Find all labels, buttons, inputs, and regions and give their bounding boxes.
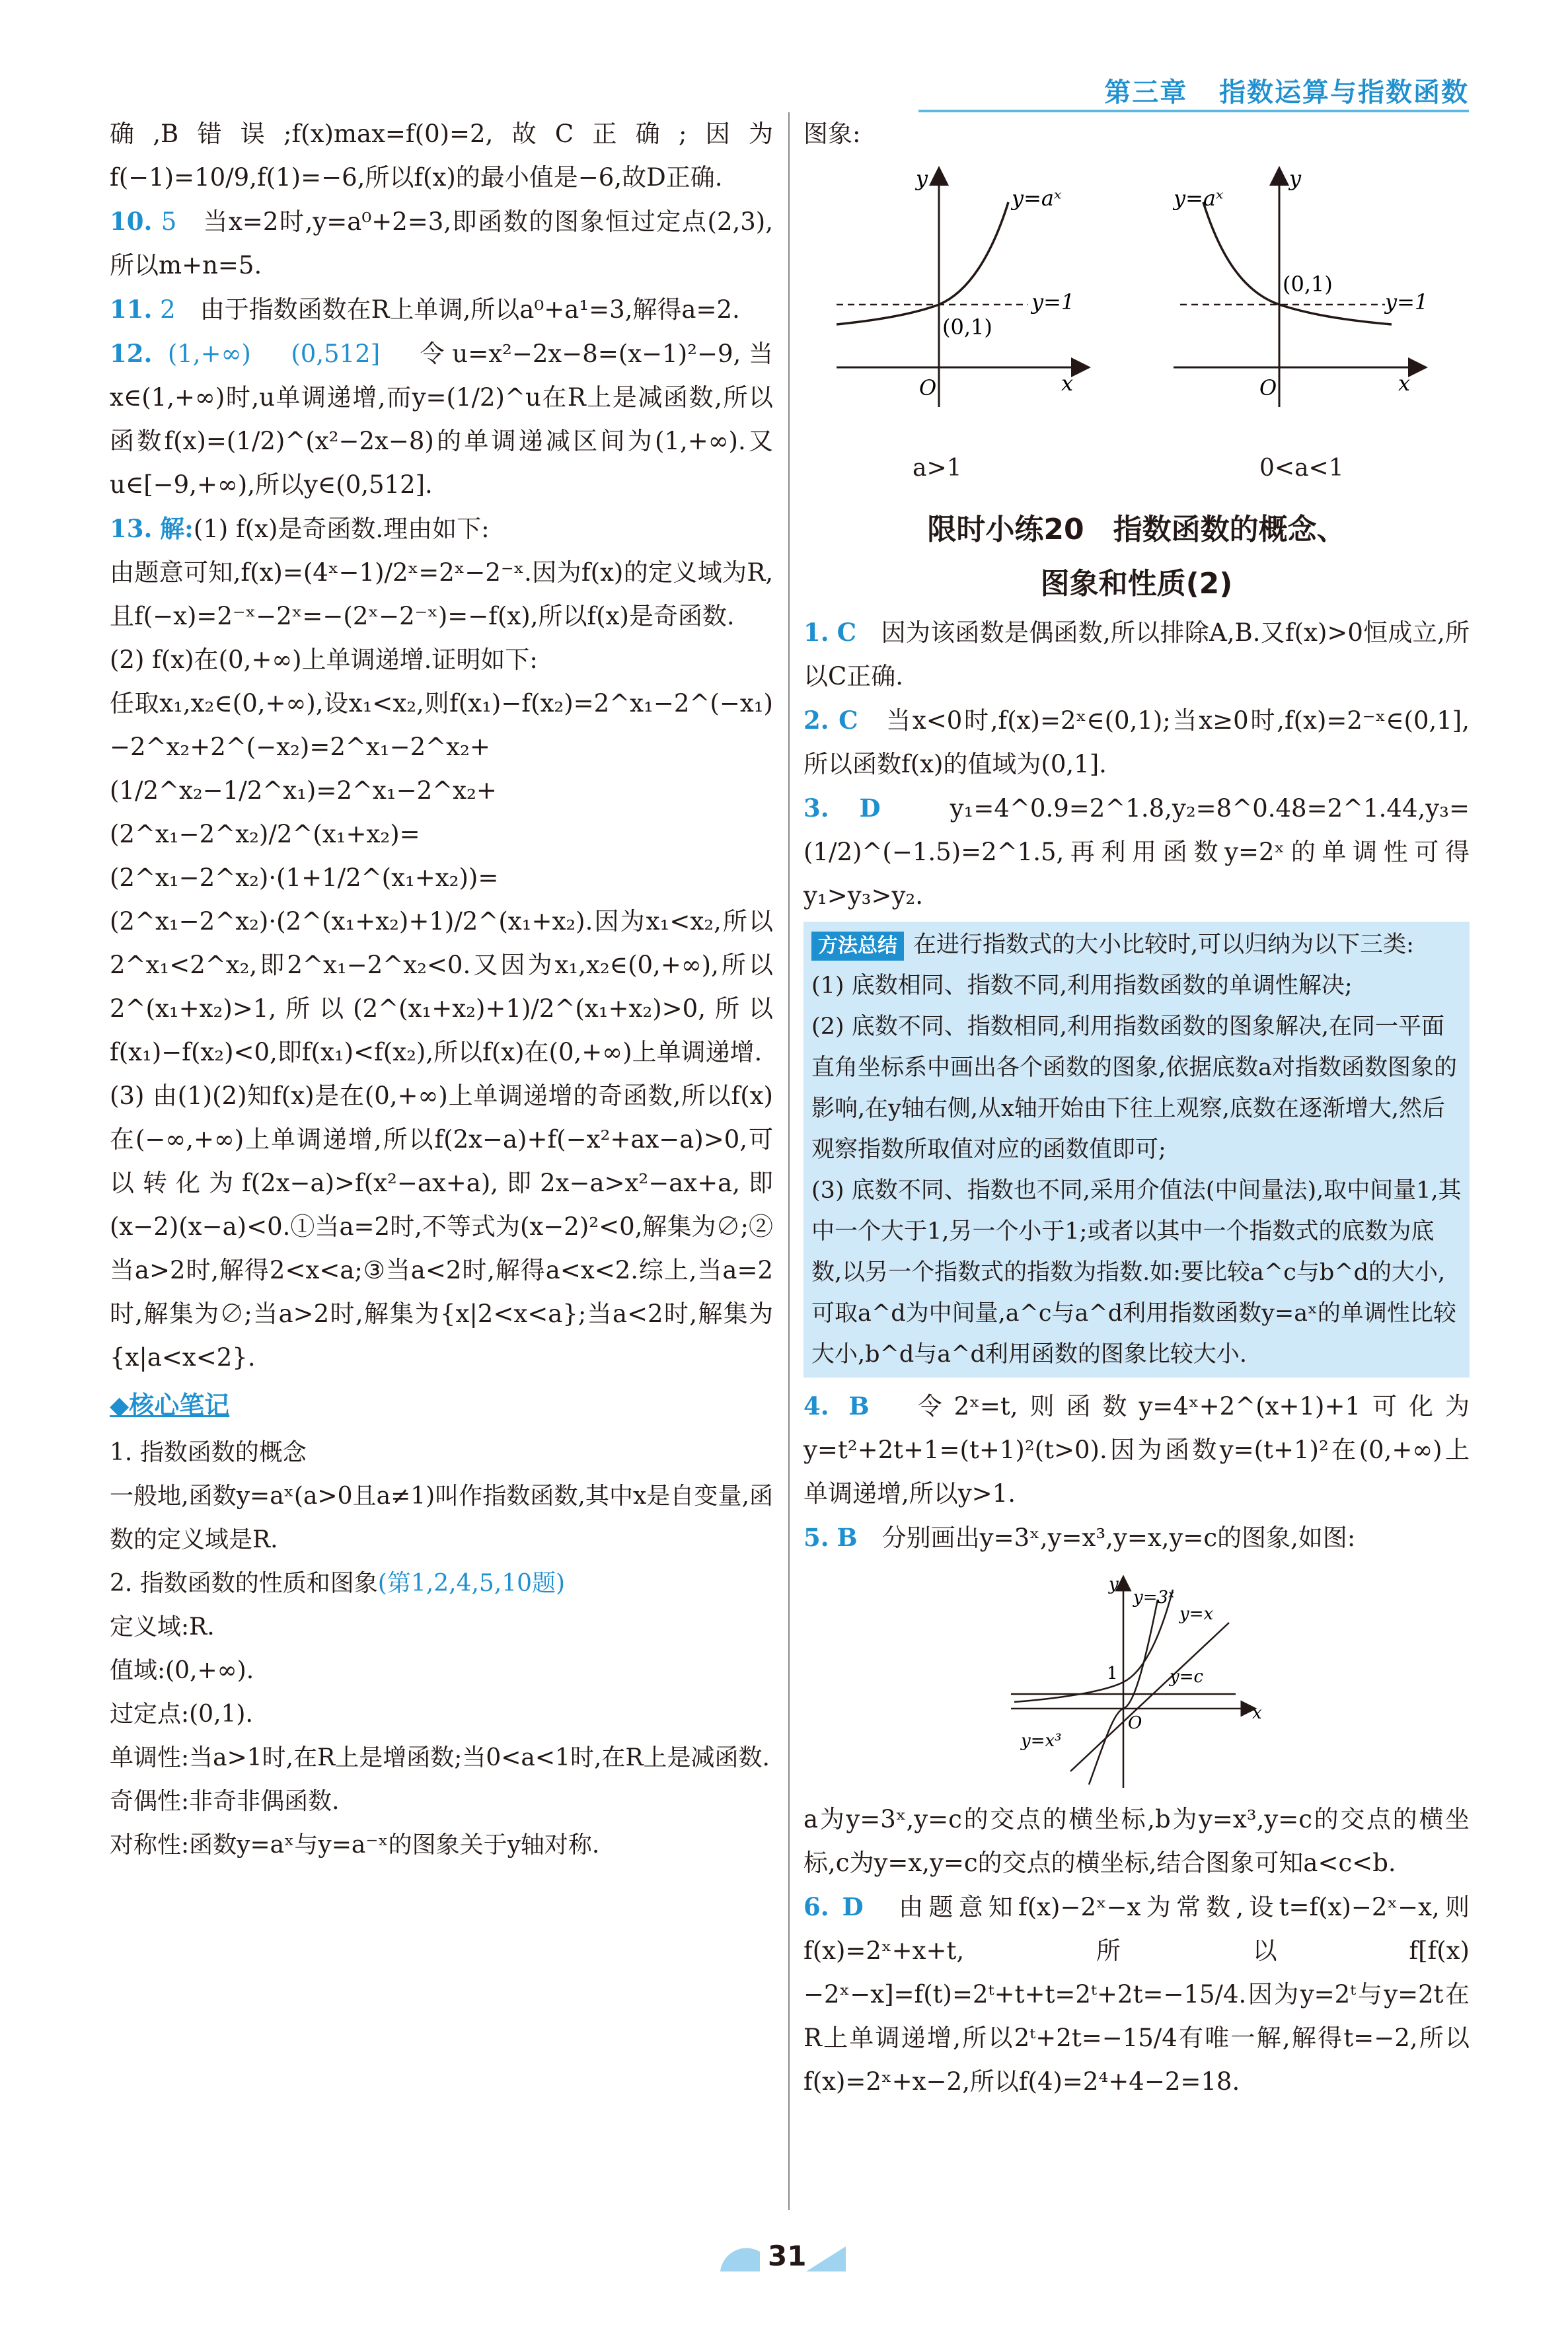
column-divider xyxy=(788,112,790,2210)
label-y-eq-x: y=x xyxy=(1179,1604,1214,1624)
q-text: 令u=x²−2x−8=(x−1)²−9,当x∈(1,+∞)时,u单调递增,而y=(1/2)^u在R上是减函数,所以函数f(x)=(1/2)^(x²−2x−8)的单调递减区间为(1,+∞).又u∈[−9,+∞),所以y∈(0,512]. xyxy=(110,340,773,499)
exp-curve xyxy=(1203,202,1392,324)
triangle-ruler-icon xyxy=(806,2246,846,2271)
section-title-line1: 限时小练20 指数函数的概念、 xyxy=(927,513,1346,546)
note-2-title: 2. 指数函数的性质和图象 xyxy=(110,1570,378,1597)
note-range: 值域:(0,+∞). xyxy=(110,1657,254,1684)
answer-4 xyxy=(803,1384,1470,1516)
q-text: (1) f(x)是奇函数.理由如下: xyxy=(193,515,490,543)
origin-label: O xyxy=(1259,375,1277,400)
q-text: 由于指数函数在R上单调,所以a⁰+a¹=3,解得a=2. xyxy=(200,295,740,324)
q-answer: D xyxy=(859,793,881,823)
label-x-cubed: y=x³ xyxy=(1021,1731,1062,1751)
caption-a-between-0-1: 0<a<1 xyxy=(1259,455,1344,482)
func-label: y=aˣ xyxy=(1012,186,1062,211)
note-1-text: 一般地,函数y=aˣ(a>0且a≠1)叫作指数函数,其中x是自变量,函数的定义域是R. xyxy=(110,1483,773,1553)
left-column xyxy=(110,112,773,1867)
method-intro: 在进行指数式的大小比较时,可以归纳为以下三类: xyxy=(913,932,1414,958)
method-item-1: (1) 底数相同、指数不同,利用指数函数的单调性解决; xyxy=(811,973,1353,999)
answer-12 xyxy=(110,332,773,507)
right-column xyxy=(803,112,1470,2104)
x-label: x xyxy=(1061,371,1074,396)
note-symmetry: 对称性:函数y=aˣ与y=a⁻ˣ的图象关于y轴对称. xyxy=(110,1831,600,1859)
line-y-eq-x xyxy=(1070,1623,1229,1771)
q-label: 6. xyxy=(803,1892,829,1921)
q-answer: C xyxy=(839,706,858,735)
line-label: y=1 xyxy=(1031,289,1075,314)
q-answer: (1,+∞) (0,512] xyxy=(167,340,381,368)
note-1-heading: 1. 指数函数的概念 xyxy=(110,1439,307,1466)
q-text: 由题意知f(x)−2ˣ−x为常数,设t=f(x)−2ˣ−x,则f(x)=2ˣ+x+t,所以f[f(x)−2ˣ−x]=f(t)=2ᵗ+t+t=2ᵗ+2t=−15/4.因为y=2ᵗ与y=2t在R上单调递增,所以2ᵗ+2t=−15/4有唯一解,解得t=−2,所以f(x)=2ˣ+x−2,所以f(4)=2⁴+4−2=18. xyxy=(803,1893,1470,2096)
note-monotonicity: 单调性:当a>1时,在R上是增函数;当0<a<1时,在R上是减函数. xyxy=(110,1744,770,1771)
graph-a-greater-1 xyxy=(830,156,1107,420)
chapter-number: 第三章 xyxy=(1104,77,1188,108)
answer-3 xyxy=(803,786,1470,918)
origin-label: O xyxy=(919,375,937,400)
answer-6 xyxy=(803,1885,1470,2104)
label-one: 1 xyxy=(1107,1664,1118,1683)
q-answer: B xyxy=(837,1523,858,1552)
note-domain: 定义域:R. xyxy=(110,1613,215,1641)
q-label: 11. xyxy=(110,295,153,324)
note-parity: 奇偶性:非奇非偶函数. xyxy=(110,1788,340,1815)
chapter-title: 指数运算与指数函数 xyxy=(1219,77,1469,108)
note-2-reference: (第1,2,4,5,10题) xyxy=(377,1570,566,1597)
point-label: (0,1) xyxy=(1283,272,1333,297)
protractor-icon xyxy=(720,2248,760,2271)
graph-a-between-0-1 xyxy=(1167,156,1444,420)
label-x: x xyxy=(1252,1703,1262,1723)
label-origin: O xyxy=(1128,1713,1142,1733)
q-text: y₁=4^0.9=2^1.8,y₂=8^0.48=2^1.44,y₃=(1/2)^(−1.5)=2^1.5,再利用函数y=2ˣ的单调性可得y₁>y₃>y₂. xyxy=(803,794,1470,910)
caption-a-greater-1: a>1 xyxy=(913,455,962,482)
section-title-line2: 图象和性质(2) xyxy=(1040,567,1233,601)
q-answer: B xyxy=(848,1391,870,1421)
note-2-heading xyxy=(110,1562,773,1605)
label-y: y xyxy=(1109,1574,1119,1594)
answer-5 xyxy=(803,1516,1470,1560)
method-item-2: (2) 底数不同、指数相同,利用指数函数的图象解决,在同一平面直角坐标系中画出各个函数的图象,依据底数a对指数函数图象的影响,在y轴右侧,从x轴开始由下往上观察,底数在逐渐增大,然后观察指数所取值对应的函数值即可; xyxy=(811,1014,1457,1163)
answer-13-part1: 由题意可知,f(x)=(4ˣ−1)/2ˣ=2ˣ−2⁻ˣ.因为f(x)的定义域为R,且f(−x)=2⁻ˣ−2ˣ=−(2ˣ−2⁻ˣ)=−f(x),所以f(x)是奇函数. xyxy=(110,558,773,630)
q-label: 1. xyxy=(803,618,829,647)
q-answer: 5 xyxy=(161,207,177,236)
answer-13-part2-head: (2) f(x)在(0,+∞)上单调递增.证明如下: xyxy=(110,646,538,674)
exp-curve xyxy=(837,202,1008,324)
q-label: 12. xyxy=(110,339,153,368)
answer-11 xyxy=(110,287,773,332)
label-y-eq-c: y=c xyxy=(1170,1667,1204,1687)
func-label: y=aˣ xyxy=(1174,186,1224,211)
q-text: 当x<0时,f(x)=2ˣ∈(0,1);当x≥0时,f(x)=2⁻ˣ∈(0,1],所以函数f(x)的值域为(0,1]. xyxy=(803,706,1470,778)
q-text: 当x=2时,y=a⁰+2=3,即函数的图象恒过定点(2,3),所以m+n=5. xyxy=(110,207,774,279)
method-summary-tag: 方法总结 xyxy=(811,932,904,961)
q-label: 3. xyxy=(803,793,829,823)
exponential-graphs xyxy=(803,156,1470,499)
x-label: x xyxy=(1398,371,1411,396)
continued-paragraph: 确,B错误;f(x)max=f(0)=2,故C正确;因为f(−1)=10/9,f(1)=−6,所以f(x)的最小值是−6,故D正确. xyxy=(110,120,773,192)
q-text: 令2ˣ=t,则函数y=4ˣ+2^(x+1)+1可化为y=t²+2t+1=(t+1)²(t>0).因为函数y=(t+1)²在(0,+∞)上单调递增,所以y>1. xyxy=(803,1392,1470,1508)
answer-13-part3: (3) 由(1)(2)知f(x)是在(0,+∞)上单调递增的奇函数,所以f(x)在(−∞,+∞)上单调递增,所以f(2x−a)+f(−x²+ax−a)>0,可以转化为f(2x−a)>f(x²−ax+a),即2x−a>x²−ax+a,即(x−2)(x−a)<0.①当a=2时,不等式为(x−2)²<0,解集为∅;②当a>2时,解得2<x<a;③当a<2时,解得a<x<2.综上,当a=2时,解集为∅;当a>2时,解集为{x|2<x<a};当a<2时,解集为{x|a<x<2}. xyxy=(110,1082,773,1372)
method-item-3: (3) 底数不同、指数也不同,采用介值法(中间量法),取中间量1,其中一个大于1,另一个小于1;或者以其中一个指数式的底数为底数,以另一个指数式的指数为指数.如:要比较a^c与b^d的大小,可取a^d为中间量,a^c与a^d利用指数函数y=aˣ的单调性比较大小,b^d与a^d利用函数的图象比较大小. xyxy=(811,1177,1462,1368)
q-label: 4. xyxy=(803,1391,829,1421)
answer-2 xyxy=(803,698,1470,786)
q-label: 10. xyxy=(110,207,153,236)
q-label: 5. xyxy=(803,1523,829,1552)
q-answer: 解: xyxy=(160,514,194,543)
running-header xyxy=(1104,71,1469,109)
answer-13 xyxy=(110,507,773,551)
figure-intro: 图象: xyxy=(803,120,861,148)
answer-10 xyxy=(110,200,773,287)
q-answer: C xyxy=(837,618,857,647)
y-label: y xyxy=(916,166,928,191)
point-label: (0,1) xyxy=(942,314,992,340)
line-label: y=1 xyxy=(1385,289,1429,314)
label-3-pow-x: y=3ˣ xyxy=(1133,1588,1175,1607)
core-notes-title: ◆核心笔记 xyxy=(110,1391,230,1420)
q-answer: D xyxy=(842,1892,864,1921)
page-number: 31 xyxy=(768,2240,807,2272)
figure-5-graph xyxy=(1004,1573,1269,1791)
q-text: 因为该函数是偶函数,所以排除A,B.又f(x)>0恒成立,所以C正确. xyxy=(803,618,1470,690)
answer-13-part2-proof: 任取x₁,x₂∈(0,+∞),设x₁<x₂,则f(x₁)−f(x₂)=2^x₁−2^(−x₁)−2^x₂+2^(−x₂)=2^x₁−2^x₂+(1/2^x₂−1/2^x₁)=2^x₁−2^x₂+(2^x₁−2^x₂)/2^(x₁+x₂)=(2^x₁−2^x₂)·(1+1/2^(x₁+x₂))=(2^x₁−2^x₂)·(2^(x₁+x₂)+1)/2^(x₁+x₂).因为x₁<x₂,所以2^x₁<2^x₂,即2^x₁−2^x₂<0.又因为x₁,x₂∈(0,+∞),所以2^(x₁+x₂)>1,所以(2^(x₁+x₂)+1)/2^(x₁+x₂)>0,所以f(x₁)−f(x₂)<0,即f(x₁)<f(x₂),所以f(x)在(0,+∞)上单调递增. xyxy=(110,689,773,1066)
answer-5-conclusion: a为y=3ˣ,y=c的交点的横坐标,b为y=x³,y=c的交点的横坐标,c为y=x,y=c的交点的横坐标,结合图象可知a<c<b. xyxy=(803,1805,1470,1877)
y-label: y xyxy=(1289,166,1302,191)
q-label: 13. xyxy=(110,514,153,543)
answer-1 xyxy=(803,610,1470,698)
note-fixed-point: 过定点:(0,1). xyxy=(110,1701,253,1728)
q-answer: 2 xyxy=(160,295,176,324)
q-text: 分别画出y=3ˣ,y=x³,y=x,y=c的图象,如图: xyxy=(881,1524,1356,1552)
q-label: 2. xyxy=(803,706,829,735)
method-summary-box xyxy=(803,922,1470,1378)
